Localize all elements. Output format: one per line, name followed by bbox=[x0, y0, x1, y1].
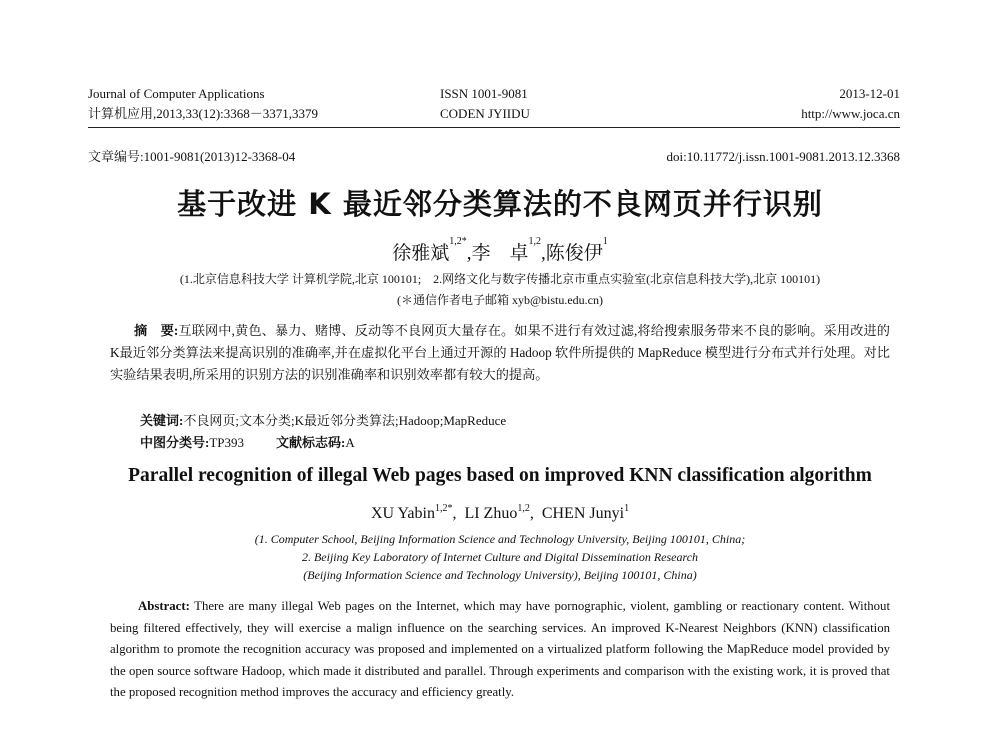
author-separator: , bbox=[452, 505, 465, 522]
author-en: XU Yabin bbox=[370, 505, 435, 522]
author-cn: 李 卓 bbox=[471, 243, 529, 264]
doc-code-value: A bbox=[345, 435, 355, 450]
journal-citation-cn: 计算机应用,2013,33(12):3368－3371,3379 bbox=[88, 106, 319, 121]
journal-url: http://www.joca.cn bbox=[801, 106, 900, 121]
author-separator: , bbox=[529, 505, 542, 522]
clc-label: 中图分类号: bbox=[140, 435, 210, 450]
abstract-cn-text: 互联网中,黄色、暴力、赌博、反动等不良网页大量存在。如果不进行有效过滤,将给搜索服务带来不良的影响。采用改进的K最近邻分类算法来提高识别的准确率,并在虚拟化平台上通过开源的 Hadoop 软件所提供的 MapReduce 模型进行分布式并行处理。对比实验结果表明,所采用的识别方法的识别准确率和识别效率都有较大的提高。 bbox=[110, 323, 890, 382]
title-cn: 基于改进 K 最近邻分类算法的不良网页并行识别 bbox=[177, 187, 823, 221]
author-sup: 1,2* bbox=[434, 503, 453, 514]
abstract-cn bbox=[110, 320, 890, 386]
keywords-cn-text: 不良网页;文本分类;K最近邻分类算法;Hadoop;MapReduce bbox=[183, 413, 507, 428]
author-sup: 1 bbox=[602, 236, 608, 247]
affiliation-en-line-1: (1. Computer School, Beijing Information Science and Technology University, Beijing 100101, China; bbox=[254, 532, 746, 546]
authors-cn bbox=[0, 238, 1000, 265]
issn: ISSN 1001-9081 bbox=[440, 86, 528, 101]
author-en: LI Zhuo bbox=[464, 505, 518, 522]
keywords-cn bbox=[140, 410, 506, 432]
journal-name-en: Journal of Computer Applications bbox=[88, 86, 265, 101]
author-sup: 1 bbox=[624, 503, 630, 514]
author-sup: 1,2 bbox=[517, 503, 530, 514]
abstract-en-label: Abstract: bbox=[138, 599, 190, 613]
publish-date: 2013-12-01 bbox=[839, 86, 900, 101]
header-rule bbox=[88, 127, 900, 128]
abstract-en bbox=[110, 596, 890, 704]
abstract-cn-label: 摘 要: bbox=[134, 323, 179, 338]
affiliation-en-line-2: 2. Beijing Key Laboratory of Internet Culture and Digital Dissemination Research bbox=[301, 550, 699, 564]
author-separator: , bbox=[466, 243, 472, 264]
author-sup: 1,2 bbox=[528, 236, 541, 247]
doi: doi:10.11772/j.issn.1001-9081.2013.12.3368 bbox=[666, 149, 900, 164]
author-cn: 徐雅斌 bbox=[392, 243, 450, 264]
authors-en bbox=[0, 505, 1000, 523]
article-number: 文章编号:1001-9081(2013)12-3368-04 bbox=[88, 149, 296, 164]
abstract-en-text: There are many illegal Web pages on the Internet, which may have pornographic, violent, gambling or reactionary content. Without being filtered effectively, they will exercise a malign influence on the searching services. An improved K-Nearest Neighbors (KNN) classification algorithm to promote the recognition accuracy was proposed and implemented on a virtualized platform following the MapReduce model provided by the open source software Hadoop, which made it distributed and parallel. Through experiments and comparison with the existing work, it is proved that the proposed recognition method improves the accuracy and efficiency greatly. bbox=[110, 599, 890, 699]
keywords-cn-label: 关键词: bbox=[140, 413, 184, 428]
clc-value: TP393 bbox=[209, 435, 245, 450]
author-cn: 陈俊伊 bbox=[545, 243, 603, 264]
title-en: Parallel recognition of illegal Web pages based on improved KNN classification algorithm bbox=[128, 465, 872, 486]
coden: CODEN JYIIDU bbox=[440, 106, 530, 121]
author-en: CHEN Junyi bbox=[541, 505, 625, 522]
author-sup: 1,2* bbox=[449, 236, 467, 247]
email-cn: (＊通信作者电子邮箱 xyb@bistu.edu.cn) bbox=[396, 293, 604, 307]
classification bbox=[140, 432, 355, 454]
affiliation-en-line-3: (Beijing Information Science and Technology University), Beijing 100101, China) bbox=[303, 568, 697, 582]
author-separator: , bbox=[541, 243, 546, 264]
affiliation-cn: (1.北京信息科技大学 计算机学院,北京 100101; 2.网络文化与数字传播北京市重点实验室(北京信息科技大学),北京 100101) bbox=[179, 272, 821, 286]
doc-code-label: 文献标志码: bbox=[276, 435, 346, 450]
